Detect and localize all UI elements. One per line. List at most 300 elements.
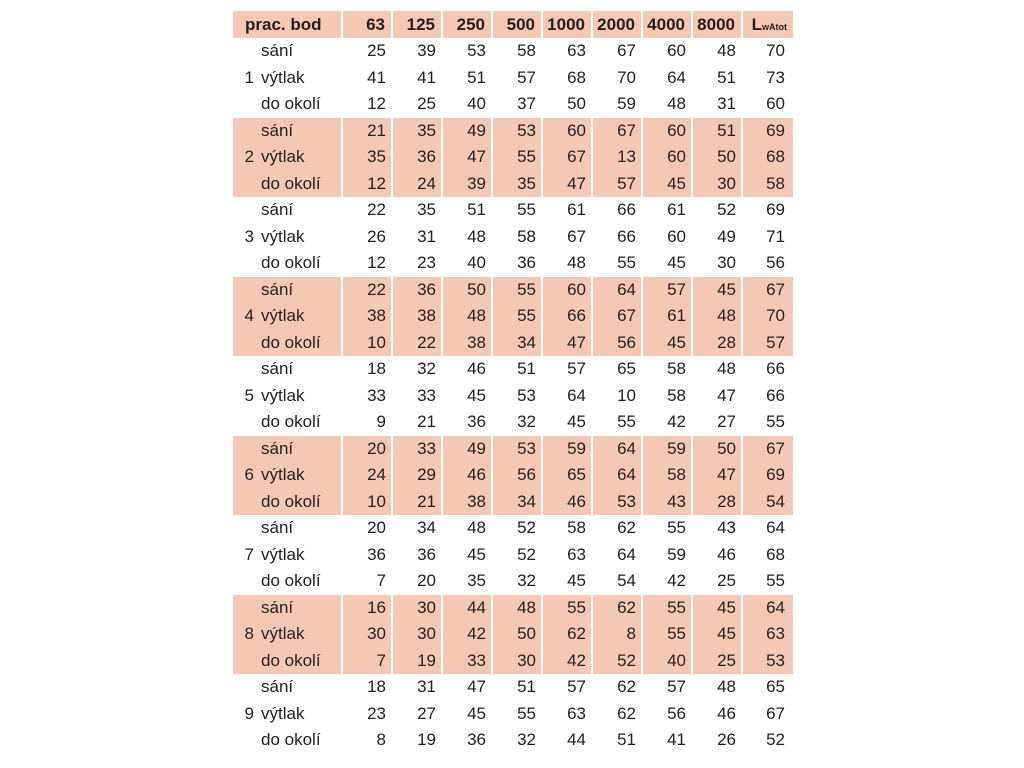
band-value-cell: 46 <box>691 701 741 728</box>
band-value-cell: 56 <box>591 330 641 357</box>
band-value-cell: 35 <box>391 197 441 224</box>
working-point-number <box>233 330 261 357</box>
band-value-cell: 65 <box>591 356 641 383</box>
band-value-cell: 7 <box>341 648 391 675</box>
band-value-cell: 53 <box>491 118 541 145</box>
band-value-cell: 66 <box>591 224 641 251</box>
table-row <box>233 144 793 171</box>
band-value-cell: 19 <box>391 648 441 675</box>
working-point-number: 9 <box>244 703 254 723</box>
band-value-cell: 28 <box>691 330 741 357</box>
header-band-250: 250 <box>441 11 491 38</box>
total-level-cell: 69 <box>741 118 793 145</box>
total-level-main: L <box>751 14 762 34</box>
band-value-cell: 57 <box>591 171 641 198</box>
band-value-cell: 27 <box>391 701 441 728</box>
table-row <box>233 171 793 198</box>
band-value-cell: 43 <box>641 489 691 516</box>
band-value-cell: 51 <box>691 118 741 145</box>
total-level-cell: 67 <box>741 436 793 463</box>
band-value-cell: 43 <box>691 515 741 542</box>
band-value-cell: 56 <box>491 462 541 489</box>
band-value-cell: 51 <box>491 674 541 701</box>
band-value-cell: 63 <box>541 38 591 65</box>
working-point-number <box>233 38 261 65</box>
band-value-cell: 37 <box>491 91 541 118</box>
band-value-cell: 55 <box>491 277 541 304</box>
table-row <box>233 568 793 595</box>
working-point-number <box>233 436 261 463</box>
working-point-number <box>233 568 261 595</box>
total-level-cell: 70 <box>741 303 793 330</box>
band-value-cell: 57 <box>641 277 691 304</box>
table-row <box>233 515 793 542</box>
header-row <box>233 11 793 38</box>
band-value-cell: 50 <box>691 144 741 171</box>
total-level-cell: 55 <box>741 409 793 436</box>
band-value-cell: 28 <box>691 489 741 516</box>
band-value-cell: 26 <box>341 224 391 251</box>
table-row <box>233 595 793 622</box>
band-value-cell: 30 <box>341 621 391 648</box>
band-value-cell: 55 <box>591 250 641 277</box>
band-value-cell: 45 <box>441 542 491 569</box>
working-point-number <box>233 197 261 224</box>
table-row <box>233 436 793 463</box>
band-value-cell: 55 <box>491 303 541 330</box>
row-label: do okolí <box>261 489 341 516</box>
band-value-cell: 23 <box>391 250 441 277</box>
band-value-cell: 60 <box>641 224 691 251</box>
band-value-cell: 10 <box>341 330 391 357</box>
band-value-cell: 33 <box>391 383 441 410</box>
band-value-cell: 48 <box>691 303 741 330</box>
total-level-cell: 55 <box>741 568 793 595</box>
working-point-number <box>233 409 261 436</box>
header-band-8000: 8000 <box>691 11 741 38</box>
band-value-cell: 32 <box>491 727 541 754</box>
band-value-cell: 58 <box>641 356 691 383</box>
band-value-cell: 47 <box>441 144 491 171</box>
band-value-cell: 51 <box>441 197 491 224</box>
band-value-cell: 62 <box>541 621 591 648</box>
band-value-cell: 22 <box>391 330 441 357</box>
band-value-cell: 49 <box>691 224 741 251</box>
band-value-cell: 36 <box>441 409 491 436</box>
row-label: do okolí <box>261 648 341 675</box>
table-row <box>233 648 793 675</box>
table-row <box>233 224 793 251</box>
band-value-cell: 67 <box>591 38 641 65</box>
row-label: výtlak <box>261 621 341 648</box>
band-value-cell: 45 <box>641 171 691 198</box>
band-value-cell: 45 <box>441 383 491 410</box>
band-value-cell: 20 <box>391 568 441 595</box>
working-point-number: 4 <box>233 303 261 330</box>
row-label: sání <box>261 677 294 697</box>
total-level-cell: 57 <box>741 330 793 357</box>
band-value-cell: 48 <box>691 674 741 701</box>
row-label: do okolí <box>261 730 321 750</box>
band-value-cell: 51 <box>591 727 641 754</box>
band-value-cell: 57 <box>491 65 541 92</box>
band-value-cell: 58 <box>491 224 541 251</box>
band-value-cell: 40 <box>441 250 491 277</box>
band-value-cell: 46 <box>691 542 741 569</box>
band-value-cell: 22 <box>341 197 391 224</box>
band-value-cell: 52 <box>691 197 741 224</box>
band-value-cell: 55 <box>541 595 591 622</box>
table-row <box>233 197 793 224</box>
header-band-500: 500 <box>491 11 541 38</box>
working-point-number <box>233 515 261 542</box>
total-level-cell: 68 <box>741 144 793 171</box>
working-point-number: 2 <box>233 144 261 171</box>
band-value-cell: 30 <box>491 648 541 675</box>
table-row <box>233 701 793 728</box>
band-value-cell: 7 <box>341 568 391 595</box>
total-level-subscript: wAtot <box>762 21 787 32</box>
table-row <box>233 542 793 569</box>
row-label: výtlak <box>261 385 305 405</box>
working-point-number: 3 <box>244 226 254 246</box>
working-point-number <box>233 356 261 383</box>
band-value-cell: 53 <box>441 38 491 65</box>
table-row <box>233 727 793 754</box>
band-value-cell: 52 <box>491 515 541 542</box>
band-value-cell: 64 <box>541 383 591 410</box>
band-value-cell: 59 <box>541 436 591 463</box>
band-value-cell: 55 <box>591 409 641 436</box>
band-value-cell: 55 <box>641 515 691 542</box>
band-value-cell: 25 <box>341 38 391 65</box>
band-value-cell: 31 <box>391 224 441 251</box>
band-value-cell: 21 <box>391 409 441 436</box>
working-point-number <box>233 489 261 516</box>
band-value-cell: 57 <box>541 356 591 383</box>
band-value-cell: 39 <box>391 38 441 65</box>
band-value-cell: 42 <box>541 648 591 675</box>
row-label: výtlak <box>261 703 305 723</box>
total-level-cell: 64 <box>741 595 793 622</box>
working-point-number: 7 <box>244 544 254 564</box>
row-label: výtlak <box>261 462 341 489</box>
band-value-cell: 63 <box>541 542 591 569</box>
band-value-cell: 25 <box>391 91 441 118</box>
total-level-cell: 54 <box>741 489 793 516</box>
band-value-cell: 49 <box>441 118 491 145</box>
band-value-cell: 41 <box>641 727 691 754</box>
band-value-cell: 65 <box>541 462 591 489</box>
band-value-cell: 18 <box>341 356 391 383</box>
band-value-cell: 67 <box>541 224 591 251</box>
band-value-cell: 32 <box>491 409 541 436</box>
header-band-4000: 4000 <box>641 11 691 38</box>
total-level-cell: 71 <box>741 224 793 251</box>
working-point-number: 1 <box>244 67 254 87</box>
band-value-cell: 35 <box>491 171 541 198</box>
table-row <box>233 65 793 92</box>
table-row <box>233 118 793 145</box>
band-value-cell: 34 <box>391 515 441 542</box>
band-value-cell: 20 <box>341 515 391 542</box>
row-label: výtlak <box>261 544 305 564</box>
band-value-cell: 18 <box>341 674 391 701</box>
table-row <box>233 462 793 489</box>
band-value-cell: 38 <box>341 303 391 330</box>
band-value-cell: 50 <box>691 436 741 463</box>
band-value-cell: 52 <box>491 542 541 569</box>
band-value-cell: 50 <box>541 91 591 118</box>
band-value-cell: 20 <box>341 436 391 463</box>
band-value-cell: 48 <box>691 356 741 383</box>
band-value-cell: 8 <box>591 621 641 648</box>
row-label: sání <box>261 518 294 538</box>
header-band-125: 125 <box>391 11 441 38</box>
band-value-cell: 61 <box>541 197 591 224</box>
band-value-cell: 44 <box>441 595 491 622</box>
working-point-number <box>233 674 261 701</box>
band-value-cell: 9 <box>341 409 391 436</box>
band-value-cell: 48 <box>441 224 491 251</box>
table-row <box>233 409 793 436</box>
row-label: do okolí <box>261 571 321 591</box>
noise-level-table <box>233 11 793 754</box>
total-level-cell: 66 <box>741 356 793 383</box>
table-row <box>233 303 793 330</box>
band-value-cell: 33 <box>441 648 491 675</box>
band-value-cell: 47 <box>691 383 741 410</box>
working-point-number <box>233 277 261 304</box>
band-value-cell: 64 <box>591 277 641 304</box>
row-label: výtlak <box>261 303 341 330</box>
band-value-cell: 36 <box>341 542 391 569</box>
total-level-cell: 69 <box>741 462 793 489</box>
band-value-cell: 41 <box>391 65 441 92</box>
band-value-cell: 45 <box>691 621 741 648</box>
band-value-cell: 33 <box>341 383 391 410</box>
header-total-level <box>741 11 793 38</box>
band-value-cell: 53 <box>491 383 541 410</box>
band-value-cell: 55 <box>641 621 691 648</box>
total-level-cell: 73 <box>741 65 793 92</box>
band-value-cell: 42 <box>641 409 691 436</box>
band-value-cell: 33 <box>391 436 441 463</box>
row-label: sání <box>261 436 341 463</box>
band-value-cell: 30 <box>391 621 441 648</box>
total-level-cell: 58 <box>741 171 793 198</box>
table-row <box>233 250 793 277</box>
working-point-number <box>233 250 261 277</box>
band-value-cell: 32 <box>491 568 541 595</box>
working-point-number: 5 <box>244 385 254 405</box>
row-label: sání <box>261 277 341 304</box>
band-value-cell: 36 <box>441 727 491 754</box>
row-label: výtlak <box>261 67 305 87</box>
band-value-cell: 25 <box>691 648 741 675</box>
band-value-cell: 22 <box>341 277 391 304</box>
working-point-number <box>233 91 261 118</box>
table-row <box>233 356 793 383</box>
table-row <box>233 674 793 701</box>
band-value-cell: 66 <box>591 197 641 224</box>
band-value-cell: 59 <box>641 542 691 569</box>
band-value-cell: 42 <box>641 568 691 595</box>
band-value-cell: 36 <box>391 277 441 304</box>
table-row <box>233 91 793 118</box>
band-value-cell: 35 <box>341 144 391 171</box>
band-value-cell: 36 <box>391 542 441 569</box>
band-value-cell: 53 <box>491 436 541 463</box>
band-value-cell: 27 <box>691 409 741 436</box>
band-value-cell: 62 <box>591 674 641 701</box>
band-value-cell: 60 <box>641 118 691 145</box>
band-value-cell: 48 <box>641 91 691 118</box>
band-value-cell: 48 <box>441 515 491 542</box>
band-value-cell: 21 <box>391 489 441 516</box>
band-value-cell: 61 <box>641 197 691 224</box>
band-value-cell: 56 <box>641 701 691 728</box>
header-working-point: prac. bod <box>233 11 341 38</box>
total-level-cell: 69 <box>741 197 793 224</box>
band-value-cell: 58 <box>641 462 691 489</box>
band-value-cell: 38 <box>441 489 491 516</box>
table-row <box>233 38 793 65</box>
band-value-cell: 47 <box>541 171 591 198</box>
band-value-cell: 40 <box>441 91 491 118</box>
band-value-cell: 51 <box>491 356 541 383</box>
band-value-cell: 48 <box>691 38 741 65</box>
band-value-cell: 66 <box>541 303 591 330</box>
table-row <box>233 621 793 648</box>
band-value-cell: 30 <box>391 595 441 622</box>
band-value-cell: 30 <box>691 250 741 277</box>
band-value-cell: 60 <box>541 277 591 304</box>
band-value-cell: 26 <box>691 727 741 754</box>
band-value-cell: 30 <box>691 171 741 198</box>
band-value-cell: 12 <box>341 250 391 277</box>
band-value-cell: 70 <box>591 65 641 92</box>
band-value-cell: 40 <box>641 648 691 675</box>
total-level-cell: 70 <box>741 38 793 65</box>
band-value-cell: 68 <box>541 65 591 92</box>
header-band-1000: 1000 <box>541 11 591 38</box>
band-value-cell: 58 <box>541 515 591 542</box>
band-value-cell: 61 <box>641 303 691 330</box>
band-value-cell: 35 <box>391 118 441 145</box>
band-value-cell: 13 <box>591 144 641 171</box>
total-level-cell: 63 <box>741 621 793 648</box>
row-label: do okolí <box>261 171 341 198</box>
band-value-cell: 42 <box>441 621 491 648</box>
band-value-cell: 64 <box>591 436 641 463</box>
band-value-cell: 46 <box>541 489 591 516</box>
band-value-cell: 48 <box>491 595 541 622</box>
table-row <box>233 489 793 516</box>
band-value-cell: 57 <box>641 674 691 701</box>
band-value-cell: 24 <box>341 462 391 489</box>
band-value-cell: 35 <box>441 568 491 595</box>
band-value-cell: 25 <box>691 568 741 595</box>
band-value-cell: 47 <box>541 330 591 357</box>
band-value-cell: 10 <box>341 489 391 516</box>
table-row <box>233 330 793 357</box>
band-value-cell: 67 <box>591 303 641 330</box>
band-value-cell: 64 <box>641 65 691 92</box>
band-value-cell: 12 <box>341 171 391 198</box>
band-value-cell: 62 <box>591 595 641 622</box>
band-value-cell: 41 <box>341 65 391 92</box>
band-value-cell: 46 <box>441 356 491 383</box>
row-label: sání <box>261 200 294 220</box>
band-value-cell: 55 <box>491 197 541 224</box>
row-label: do okolí <box>261 330 341 357</box>
band-value-cell: 54 <box>591 568 641 595</box>
band-value-cell: 38 <box>391 303 441 330</box>
band-value-cell: 62 <box>591 515 641 542</box>
table-row <box>233 277 793 304</box>
total-level-cell: 56 <box>741 250 793 277</box>
row-label: do okolí <box>261 94 321 114</box>
band-value-cell: 39 <box>441 171 491 198</box>
row-label: sání <box>261 595 341 622</box>
row-label: do okolí <box>261 412 321 432</box>
band-value-cell: 16 <box>341 595 391 622</box>
total-level-cell: 52 <box>741 727 793 754</box>
working-point-number <box>233 727 261 754</box>
row-label: sání <box>261 359 294 379</box>
band-value-cell: 52 <box>591 648 641 675</box>
band-value-cell: 47 <box>691 462 741 489</box>
band-value-cell: 10 <box>591 383 641 410</box>
band-value-cell: 45 <box>691 595 741 622</box>
total-level-cell: 67 <box>741 701 793 728</box>
band-value-cell: 55 <box>641 595 691 622</box>
working-point-number <box>233 595 261 622</box>
band-value-cell: 58 <box>641 383 691 410</box>
total-level-cell: 60 <box>741 91 793 118</box>
band-value-cell: 59 <box>641 436 691 463</box>
band-value-cell: 34 <box>491 330 541 357</box>
working-point-number: 8 <box>233 621 261 648</box>
band-value-cell: 38 <box>441 330 491 357</box>
band-value-cell: 55 <box>491 144 541 171</box>
total-level-cell: 67 <box>741 277 793 304</box>
band-value-cell: 62 <box>591 701 641 728</box>
band-value-cell: 24 <box>391 171 441 198</box>
header-band-2000: 2000 <box>591 11 641 38</box>
row-label: sání <box>261 118 341 145</box>
band-value-cell: 45 <box>691 277 741 304</box>
band-value-cell: 19 <box>391 727 441 754</box>
working-point-number <box>233 171 261 198</box>
band-value-cell: 48 <box>441 303 491 330</box>
band-value-cell: 32 <box>391 356 441 383</box>
band-value-cell: 36 <box>391 144 441 171</box>
row-label: výtlak <box>261 144 341 171</box>
band-value-cell: 63 <box>541 701 591 728</box>
row-label: do okolí <box>261 253 321 273</box>
row-label: sání <box>261 41 294 61</box>
total-level-cell: 64 <box>741 515 793 542</box>
working-point-number <box>233 118 261 145</box>
band-value-cell: 12 <box>341 91 391 118</box>
table-row <box>233 383 793 410</box>
band-value-cell: 55 <box>491 701 541 728</box>
band-value-cell: 29 <box>391 462 441 489</box>
total-level-cell: 65 <box>741 674 793 701</box>
row-label: výtlak <box>261 226 305 246</box>
